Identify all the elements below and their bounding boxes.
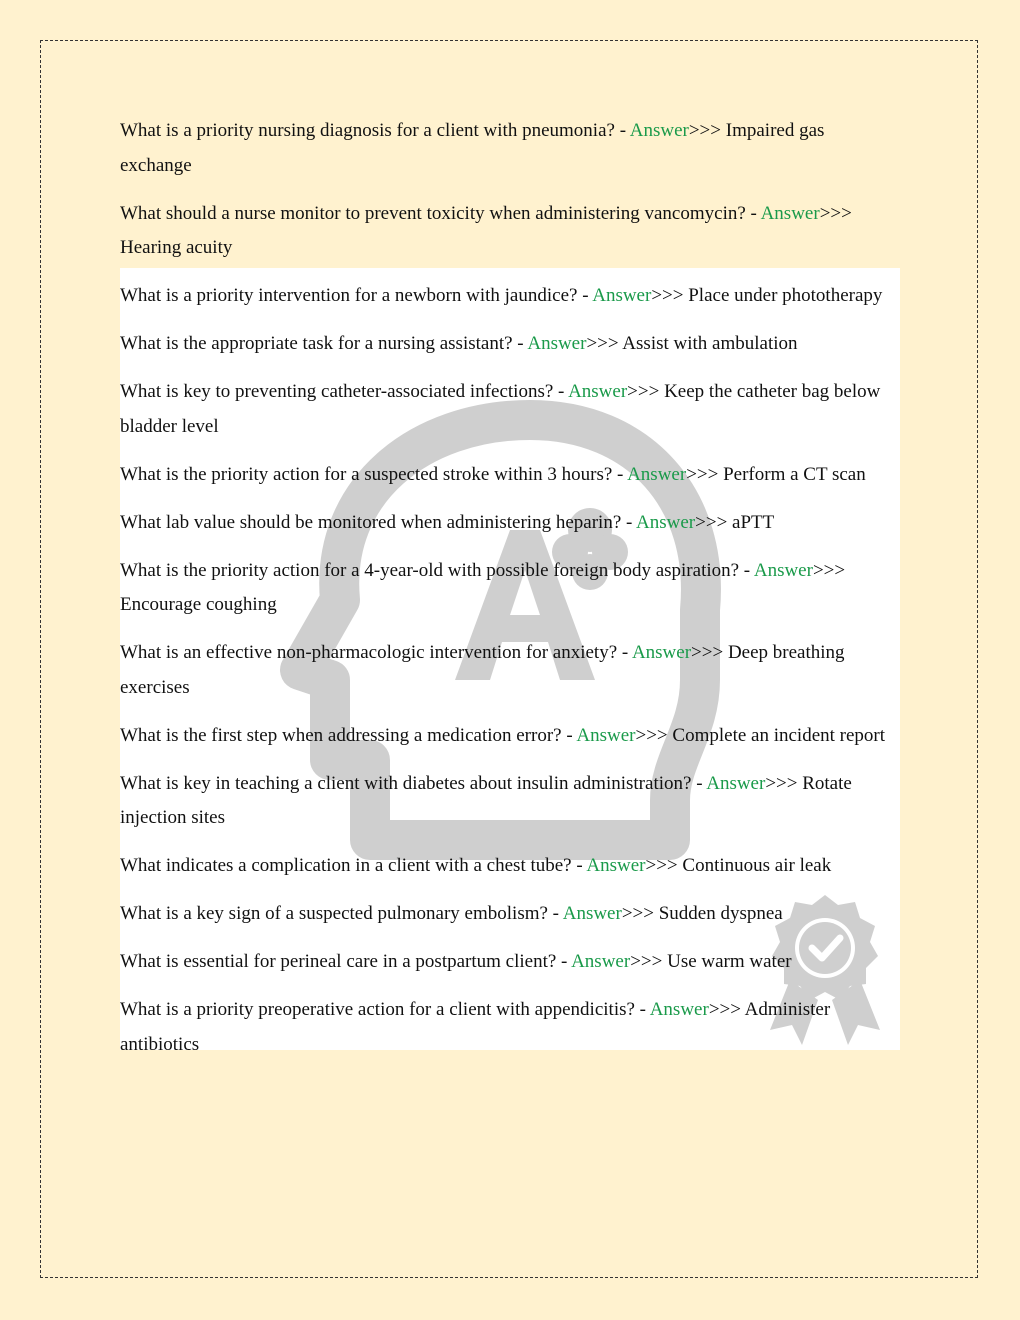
answer-text: Use warm water bbox=[662, 951, 792, 972]
qa-item bbox=[120, 636, 900, 705]
qa-item bbox=[120, 197, 900, 266]
answer-arrows: >>> bbox=[627, 381, 660, 402]
qa-item bbox=[120, 897, 900, 932]
answer-arrows: >>> bbox=[765, 772, 798, 794]
answer-arrows: >>> bbox=[688, 120, 721, 141]
question-text: What lab value should be monitored when administering heparin? - bbox=[120, 511, 637, 533]
qa-item bbox=[120, 945, 900, 980]
answer-arrows: >>> bbox=[630, 951, 663, 972]
answer-arrows: >>> bbox=[621, 903, 654, 924]
question-text: What should a nurse monitor to prevent toxicity when administering vancomycin? - bbox=[120, 202, 761, 224]
answer-arrows: >>> bbox=[651, 285, 684, 306]
qa-item bbox=[120, 375, 900, 444]
answer-label: Answer bbox=[649, 999, 709, 1020]
answer-arrows: >>> bbox=[812, 559, 846, 581]
answer-text: Administer antibiotics bbox=[120, 999, 831, 1055]
answer-label: Answer bbox=[627, 463, 687, 485]
answer-label: Answer bbox=[706, 772, 766, 794]
answer-label: Answer bbox=[576, 724, 636, 746]
answer-label: Answer bbox=[562, 903, 622, 924]
answer-text: Continuous air leak bbox=[677, 855, 832, 876]
answer-text: Assist with ambulation bbox=[618, 333, 798, 354]
answer-text: Hearing acuity bbox=[120, 237, 233, 258]
qa-item bbox=[120, 506, 900, 541]
question-text: What is key in teaching a client with diabetes about insulin administration? - bbox=[120, 772, 707, 794]
question-text: What is the first step when addressing a medication error? - bbox=[120, 724, 577, 746]
answer-text: Place under phototherapy bbox=[683, 285, 883, 306]
question-text: What is the priority action for a suspected stroke within 3 hours? - bbox=[120, 463, 628, 485]
answer-arrows: >>> bbox=[645, 855, 678, 876]
question-text: What is an effective non-pharmacologic intervention for anxiety? - bbox=[120, 642, 632, 663]
question-text: What is a priority nursing diagnosis for a client with pneumonia? - bbox=[120, 120, 630, 141]
answer-text: Deep breathing exercises bbox=[120, 642, 845, 698]
answer-text: Perform a CT scan bbox=[718, 463, 866, 485]
qa-item bbox=[120, 327, 900, 362]
question-text: What is a key sign of a suspected pulmonary embolism? - bbox=[120, 903, 563, 924]
question-text: What is the appropriate task for a nursing assistant? - bbox=[120, 333, 528, 354]
answer-arrows: >>> bbox=[686, 463, 719, 485]
answer-label: Answer bbox=[760, 202, 820, 224]
answer-arrows: >>> bbox=[691, 642, 724, 663]
answer-text: Keep the catheter bag below bladder level bbox=[120, 381, 881, 437]
answer-text: aPTT bbox=[727, 511, 775, 533]
answer-label: Answer bbox=[592, 285, 652, 306]
answer-label: Answer bbox=[527, 333, 587, 354]
question-text: What is key to preventing catheter-associated infections? - bbox=[120, 381, 569, 402]
qa-list bbox=[120, 114, 900, 1076]
answer-arrows: >>> bbox=[708, 999, 741, 1020]
question-text: What is a priority intervention for a newborn with jaundice? - bbox=[120, 285, 593, 306]
answer-arrows: >>> bbox=[695, 511, 728, 533]
answer-text: Impaired gas exchange bbox=[120, 120, 825, 176]
qa-item bbox=[120, 279, 900, 314]
question-text: What indicates a complication in a client with a chest tube? - bbox=[120, 855, 587, 876]
answer-label: Answer bbox=[636, 511, 696, 533]
qa-item bbox=[120, 114, 900, 183]
answer-text: Encourage coughing bbox=[120, 594, 277, 615]
qa-item bbox=[120, 554, 900, 623]
answer-label: Answer bbox=[568, 381, 628, 402]
answer-label: Answer bbox=[629, 120, 689, 141]
question-text: What is the priority action for a 4-year-old with possible foreign body aspiration? - bbox=[120, 559, 754, 581]
answer-arrows: >>> bbox=[819, 202, 852, 224]
qa-item bbox=[120, 849, 900, 884]
qa-item bbox=[120, 719, 900, 754]
answer-text: Sudden dyspnea bbox=[653, 903, 783, 924]
answer-arrows: >>> bbox=[635, 724, 668, 746]
answer-text: Complete an incident report bbox=[667, 724, 886, 746]
qa-item bbox=[120, 993, 900, 1062]
answer-label: Answer bbox=[753, 559, 813, 581]
answer-text: Rotate injection sites bbox=[120, 772, 852, 828]
answer-arrows: >>> bbox=[586, 333, 619, 354]
qa-item bbox=[120, 458, 900, 493]
answer-label: Answer bbox=[586, 855, 646, 876]
answer-label: Answer bbox=[571, 951, 631, 972]
question-text: What is essential for perineal care in a postpartum client? - bbox=[120, 951, 572, 972]
qa-item bbox=[120, 767, 900, 836]
answer-label: Answer bbox=[631, 642, 692, 663]
question-text: What is a priority preoperative action for a client with appendicitis? - bbox=[120, 999, 650, 1020]
